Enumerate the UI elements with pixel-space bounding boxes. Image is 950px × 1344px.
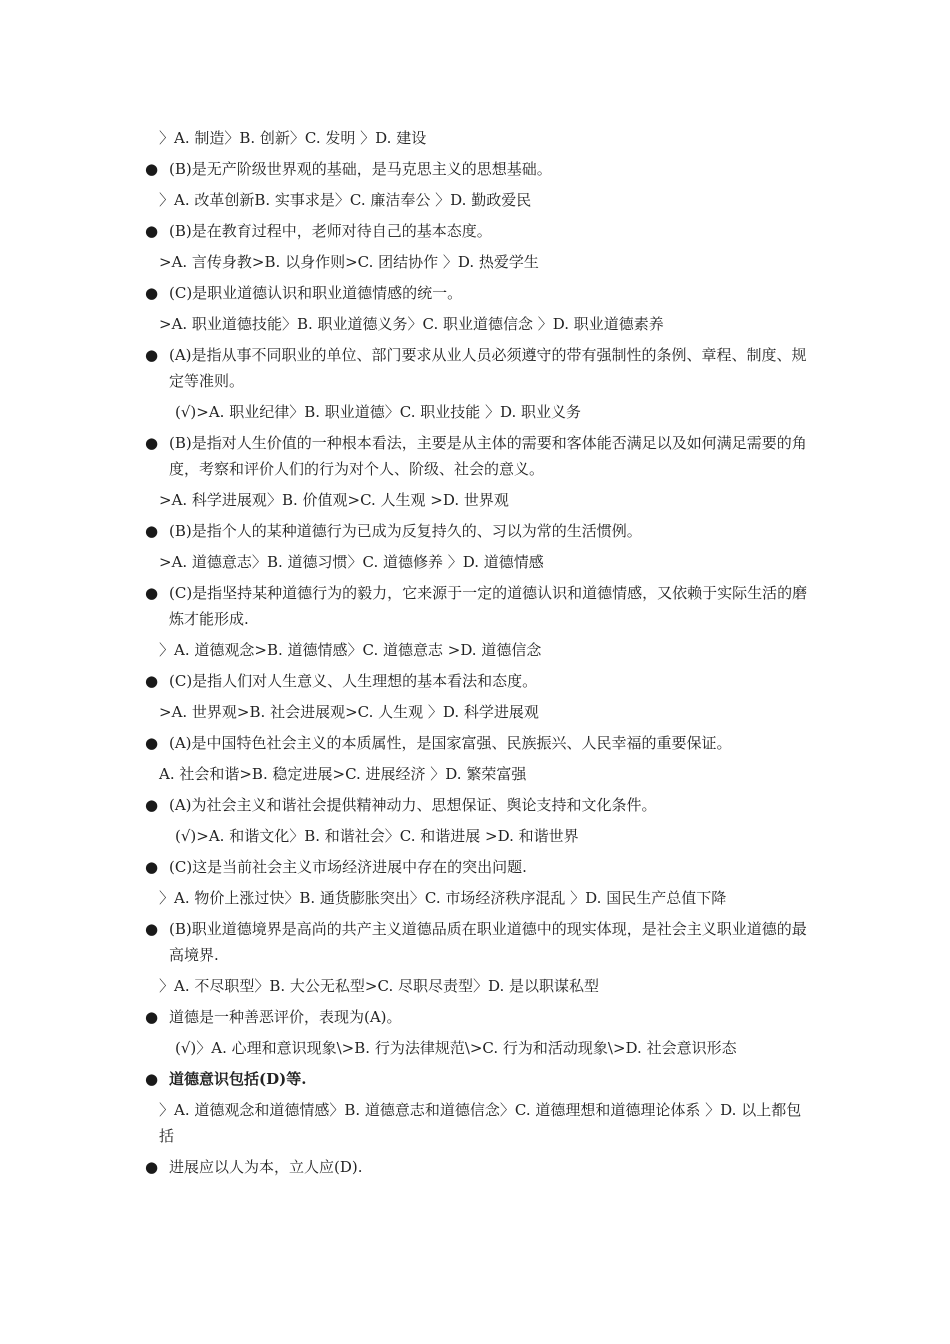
question-item: ● (A)是中国特色社会主义的本质属性，是国家富强、民族振兴、人民幸福的重要保证。 [145, 730, 815, 756]
options-line: 〉A. 制造〉B. 创新〉C. 发明 〉D. 建设 [159, 129, 427, 147]
bullet-icon: ● [145, 858, 159, 876]
bullet-icon: ● [145, 920, 159, 938]
question-item: ● (B)是指个人的某种道德行为已成为反复持久的、习以为常的生活惯例。 [145, 518, 815, 544]
options-line: >A. 科学进展观〉B. 价值观>C. 人生观 >D. 世界观 [159, 491, 509, 509]
options-line: 〉A. 不尽职型〉B. 大公无私型>C. 尽职尽责型〉D. 是以职谋私型 [159, 977, 600, 995]
question-item: ● 道德意识包括(D)等. [145, 1066, 815, 1092]
bullet-icon: ● [145, 1070, 159, 1088]
options-line: A. 社会和谐>B. 稳定进展>C. 进展经济 〉D. 繁荣富强 [159, 765, 527, 783]
options-line: 〉A. 物价上涨过快〉B. 通货膨胀突出〉C. 市场经济秩序混乱 〉D. 国民生产总值下降 [159, 889, 727, 907]
bullet-icon: ● [145, 522, 159, 540]
bullet-icon: ● [145, 734, 159, 752]
bullet-icon: ● [145, 672, 159, 690]
bullet-icon: ● [145, 160, 159, 178]
question-item: ● (A)是指从事不同职业的单位、部门要求从业人员必须遵守的带有强制性的条例、章程、制度、规定等准则。 [145, 342, 815, 394]
options-line: >A. 职业道德技能〉B. 职业道德义务〉C. 职业道德信念 〉D. 职业道德素养 [159, 315, 664, 333]
options-line-checked: (√)>A. 和谐文化〉B. 和谐社会〉C. 和谐进展 >D. 和谐世界 [175, 827, 579, 845]
bullet-icon: ● [145, 222, 159, 240]
bullet-icon: ● [145, 346, 159, 364]
question-item: ● 进展应以人为本，立人应(D). [145, 1154, 815, 1180]
bullet-icon: ● [145, 796, 159, 814]
question-item: ● 道德是一种善恶评价，表现为(A)。 [145, 1004, 815, 1030]
question-item: ● (A)为社会主义和谐社会提供精神动力、思想保证、舆论支持和文化条件。 [145, 792, 815, 818]
bullet-icon: ● [145, 1008, 159, 1026]
options-line-checked: (√)>A. 职业纪律〉B. 职业道德〉C. 职业技能 〉D. 职业义务 [175, 403, 582, 421]
bullet-icon: ● [145, 434, 159, 452]
question-item: ● (B)是无产阶级世界观的基础，是马克思主义的思想基础。 [145, 156, 815, 182]
question-item: ● (C)是职业道德认识和职业道德情感的统一。 [145, 280, 815, 306]
document-body [145, 120, 815, 1180]
options-line: 〉A. 道德观念和道德情感〉B. 道德意志和道德信念〉C. 道德理想和道德理论体系 〉D. 以上都包括 [159, 1101, 802, 1145]
options-line: 〉A. 改革创新B. 实事求是〉C. 廉洁奉公 〉D. 勤政爱民 [159, 191, 532, 209]
options-line: >A. 言传身教>B. 以身作则>C. 团结协作 〉D. 热爱学生 [159, 253, 539, 271]
question-item: ● (C)是指坚持某种道德行为的毅力，它来源于一定的道德认识和道德情感，又依赖于实际生活的磨炼才能形成. [145, 580, 815, 632]
bullet-icon: ● [145, 584, 159, 602]
bullet-icon: ● [145, 284, 159, 302]
question-item: ● (C)是指人们对人生意义、人生理想的基本看法和态度。 [145, 668, 815, 694]
options-line: >A. 世界观>B. 社会进展观>C. 人生观 〉D. 科学进展观 [159, 703, 539, 721]
question-item: ● (C)这是当前社会主义市场经济进展中存在的突出问题. [145, 854, 815, 880]
question-item: ● (B)是指对人生价值的一种根本看法，主要是从主体的需要和客体能否满足以及如何满足需要的角度，考察和评价人们的行为对个人、阶级、社会的意义。 [145, 430, 815, 482]
question-item: ● (B)是在教育过程中，老师对待自己的基本态度。 [145, 218, 815, 244]
question-item: ● (B)职业道德境界是高尚的共产主义道德品质在职业道德中的现实体现，是社会主义职业道德的最高境界. [145, 916, 815, 968]
options-line: >A. 道德意志〉B. 道德习惯〉C. 道德修养 〉D. 道德情感 [159, 553, 544, 571]
options-line: 〉A. 道德观念>B. 道德情感〉C. 道德意志 >D. 道德信念 [159, 641, 542, 659]
options-line-checked: (√)〉A. 心理和意识现象\>B. 行为法律规范\>C. 行为和活动现象\>D. 社会意识形态 [175, 1039, 737, 1057]
bullet-icon: ● [145, 1158, 159, 1176]
